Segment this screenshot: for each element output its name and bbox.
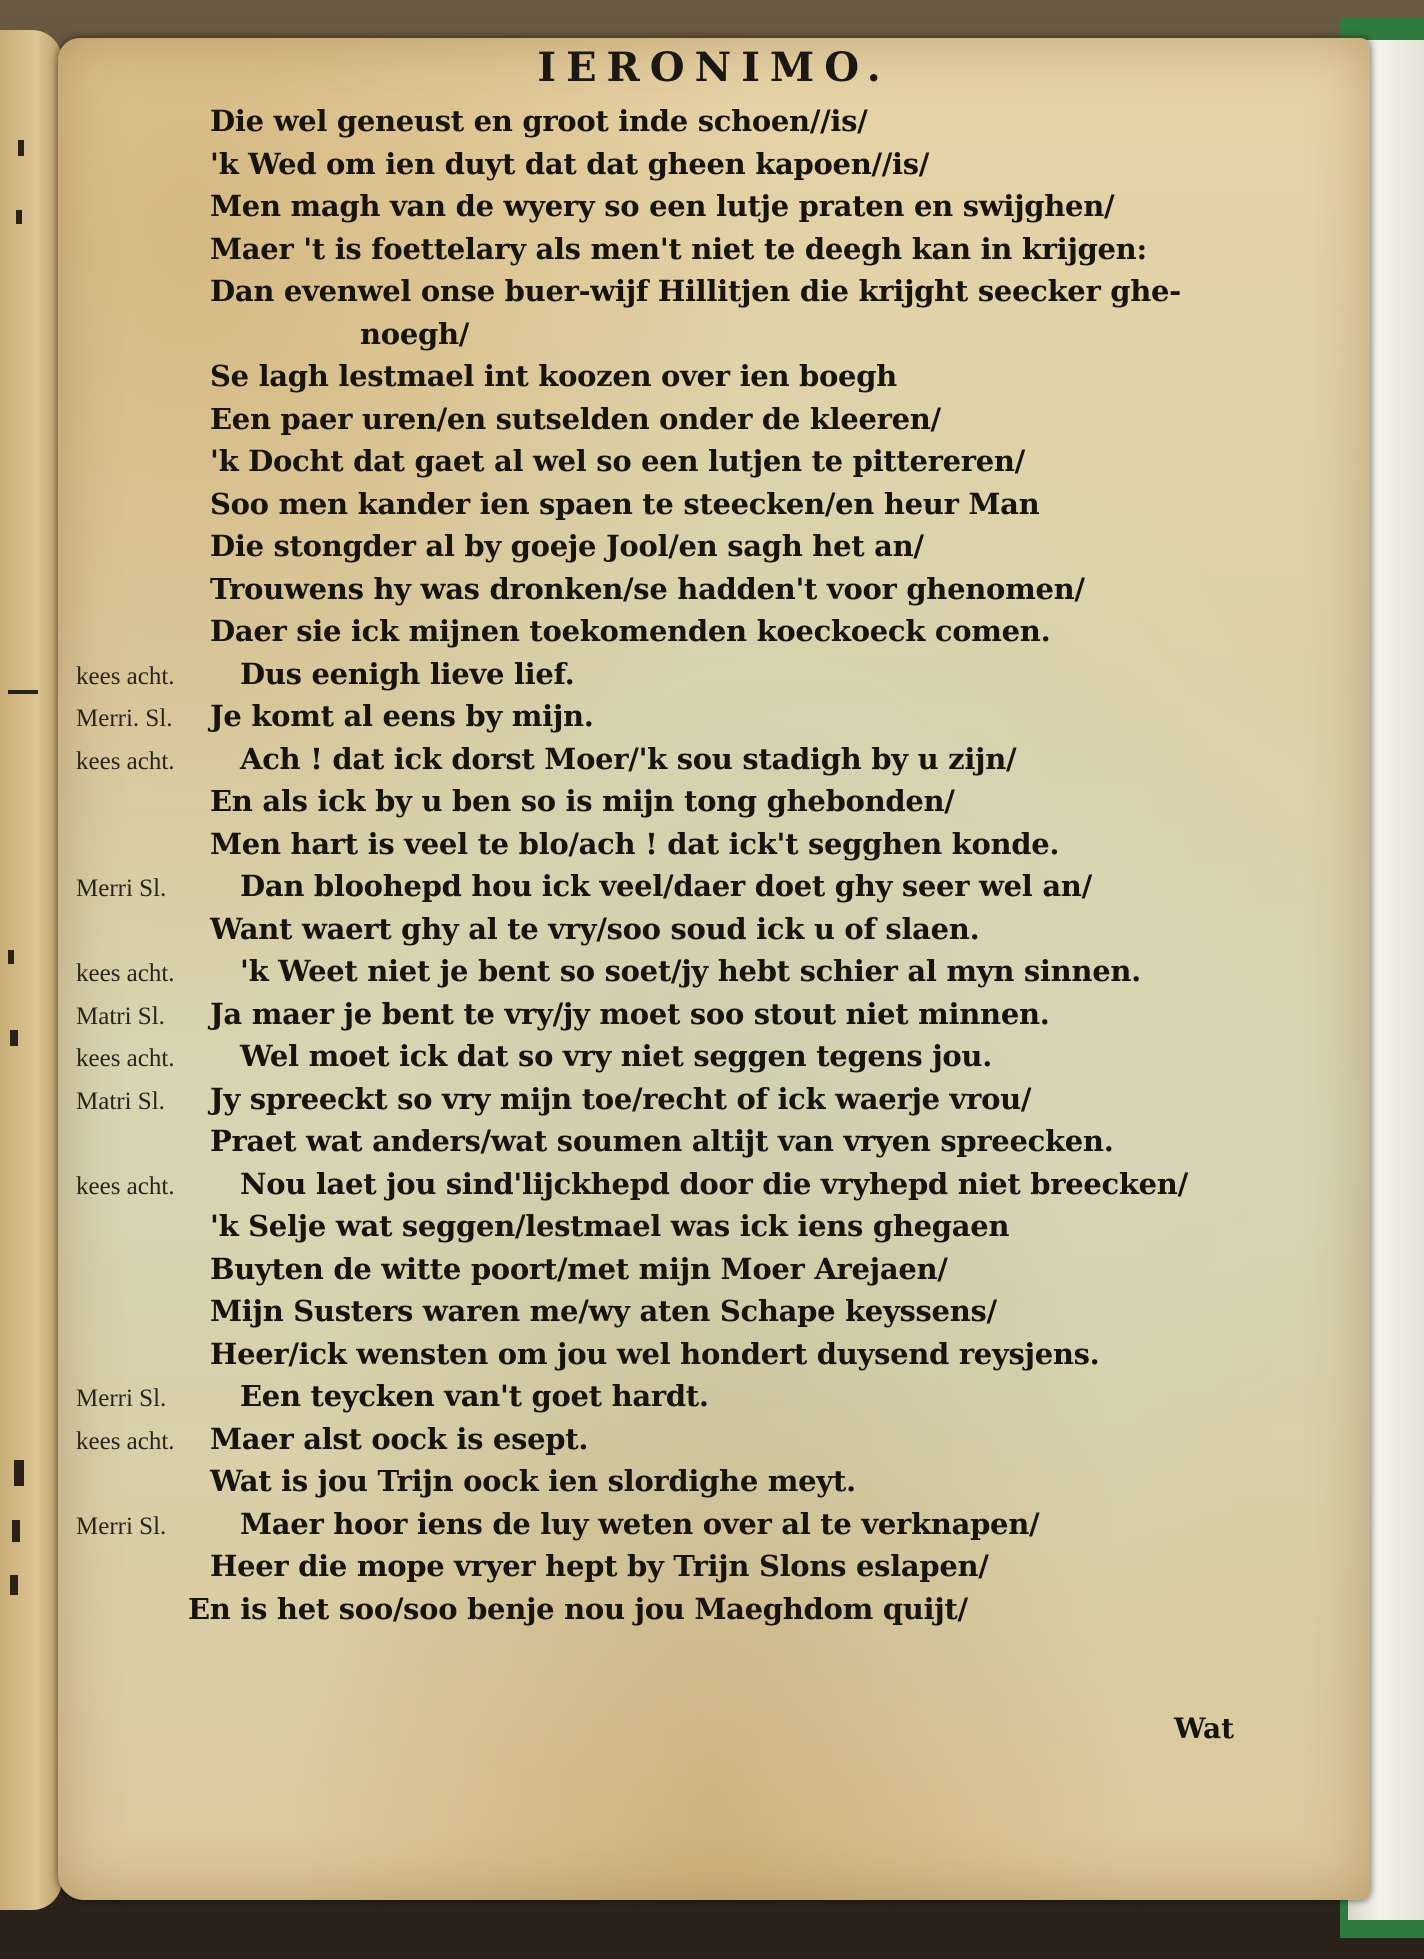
verse-line: [58, 827, 1370, 870]
verse-text: Een teycken van't goet hardt.: [240, 1379, 709, 1413]
verse-text: Ja maer je bent te vry/jy moet soo stout niet minnen.: [210, 996, 1050, 1031]
running-head: IERONIMO.: [537, 44, 891, 91]
verse-text: Maer alst oock is esept.: [210, 1421, 589, 1456]
verse-text: Trouwens hy was dronken/se hadden't voor ghenomen/: [210, 571, 1085, 606]
verse-lines: [58, 104, 1370, 1634]
verse-text: Heer/ick wensten om jou wel hondert duysend reysjens.: [210, 1336, 1100, 1371]
verse-line: [58, 487, 1370, 530]
verse-text: Maer hoor iens de luy weten over al te verknapen/: [240, 1506, 1040, 1541]
speaker-label: kees acht.: [76, 1427, 175, 1455]
verse-text: Mijn Susters waren me/wy aten Schape keyssens/: [210, 1294, 997, 1328]
verse-line: [58, 529, 1370, 572]
verse-line: [58, 317, 1370, 360]
speaker-label: kees acht.: [76, 747, 175, 775]
verse-line: [58, 1507, 1370, 1550]
verse-text: Men magh van de wyery so een lutje praten en swijghen/: [210, 189, 1115, 223]
verse-text: En is het soo/soo benje nou jou Maeghdom quijt/: [188, 1591, 968, 1626]
verse-text: Dus eenigh lieve lief.: [240, 656, 575, 691]
verse-line: [58, 699, 1370, 742]
verse-line: [58, 869, 1370, 912]
verse-line: [58, 232, 1370, 275]
speaker-label: Merri. Sl.: [76, 705, 173, 732]
verse-line: [58, 1337, 1370, 1380]
verse-line: [58, 572, 1370, 615]
verse-line: [58, 104, 1370, 147]
verse-line: [58, 402, 1370, 445]
verse-line: [58, 954, 1370, 997]
speaker-label: kees acht.: [76, 1045, 175, 1072]
catchword: Wat: [1174, 1712, 1235, 1745]
verse-text: Wat is jou Trijn oock ien slordighe meyt.: [210, 1464, 856, 1498]
verse-line: [58, 147, 1370, 190]
verse-line: [58, 1039, 1370, 1082]
verse-line: [58, 997, 1370, 1040]
verse-text: Je komt al eens by mijn.: [210, 699, 594, 733]
speaker-label: Matri Sl.: [76, 1002, 165, 1030]
speaker-label: Matri Sl.: [76, 1087, 165, 1115]
verse-text: Daer sie ick mijnen toekomenden koeckoeck comen.: [210, 614, 1051, 648]
verse-line: [58, 1294, 1370, 1337]
verse-text: Want waert ghy al te vry/soo soud ick u of slaen.: [210, 911, 980, 946]
book-page: [58, 38, 1370, 1900]
verse-text: Men hart is veel te blo/ach ! dat ick't segghen konde.: [210, 826, 1060, 861]
verse-line: [58, 1464, 1370, 1507]
verse-text: Maer 't is foettelary als men't niet te deegh kan in krijgen:: [210, 231, 1147, 266]
verse-line: [58, 1379, 1370, 1422]
previous-page-fragments: [0, 30, 62, 1910]
previous-page-edge: [0, 30, 62, 1910]
verse-text: Wel moet ick dat so vry niet seggen tegens jou.: [240, 1039, 993, 1073]
verse-text: Jy spreeckt so vry mijn toe/recht of ick waerje vrou/: [210, 1081, 1032, 1116]
verse-line: [58, 1082, 1370, 1125]
verse-text: Dan evenwel onse buer-wijf Hillitjen die krijght seecker ghe-: [210, 274, 1181, 308]
verse-text: Die stongder al by goeje Jool/en sagh het an/: [210, 529, 924, 563]
verse-text: 'k Selje wat seggen/lestmael was ick iens ghegaen: [210, 1209, 1010, 1243]
verse-line: [58, 1252, 1370, 1295]
verse-text: 'k Weet niet je bent so soet/jy hebt schier al myn sinnen.: [240, 954, 1141, 988]
verse-text: Praet wat anders/wat soumen altijt van vryen spreecken.: [210, 1124, 1114, 1158]
verse-text: Nou laet jou sind'lijckhepd door die vryhepd niet breecken/: [240, 1166, 1188, 1201]
verse-text: Se lagh lestmael int koozen over ien boegh: [210, 359, 897, 393]
verse-line: [58, 1167, 1370, 1210]
verse-line: [58, 1209, 1370, 1252]
speaker-label: Merri Sl.: [76, 1385, 167, 1412]
verse-line: [58, 784, 1370, 827]
verse-line: [58, 1592, 1370, 1635]
verse-line: [58, 742, 1370, 785]
verse-text: Soo men kander ien spaen te steecken/en heur Man: [210, 486, 1040, 521]
verse-text: 'k Docht dat gaet al wel so een lutjen te pittereren/: [210, 444, 1025, 478]
verse-text: Buyten de witte poort/met mijn Moer Arejaen/: [210, 1251, 948, 1286]
verse-line: [58, 912, 1370, 955]
verse-line: [58, 274, 1370, 317]
verse-text: Die wel geneust en groot inde schoen//is/: [210, 104, 868, 138]
verse-line: [58, 1549, 1370, 1592]
verse-line: [58, 614, 1370, 657]
verse-text: Ach ! dat ick dorst Moer/'k sou stadigh by u zijn/: [240, 741, 1017, 776]
verse-line: [58, 359, 1370, 402]
verse-line: [58, 1124, 1370, 1167]
verse-text: Dan bloohepd hou ick veel/daer doet ghy seer wel an/: [240, 869, 1092, 903]
verse-text: En als ick by u ben so is mijn tong ghebonden/: [210, 784, 955, 818]
speaker-label: Merri Sl.: [76, 1512, 167, 1540]
speaker-label: Merri Sl.: [76, 875, 167, 902]
verse-text: 'k Wed om ien duyt dat dat gheen kapoen//is/: [210, 146, 930, 181]
verse-line: [58, 1422, 1370, 1465]
speaker-label: kees acht.: [76, 1172, 175, 1200]
verse-text: Heer die mope vryer hept by Trijn Slons eslapen/: [210, 1549, 989, 1583]
speaker-label: kees acht.: [76, 662, 175, 690]
verse-text: Een paer uren/en sutselden onder de kleeren/: [210, 401, 941, 436]
verse-line: [58, 444, 1370, 487]
verse-line: [58, 189, 1370, 232]
verse-text: noegh/: [360, 316, 470, 351]
speaker-label: kees acht.: [76, 960, 175, 987]
verse-line: [58, 657, 1370, 700]
